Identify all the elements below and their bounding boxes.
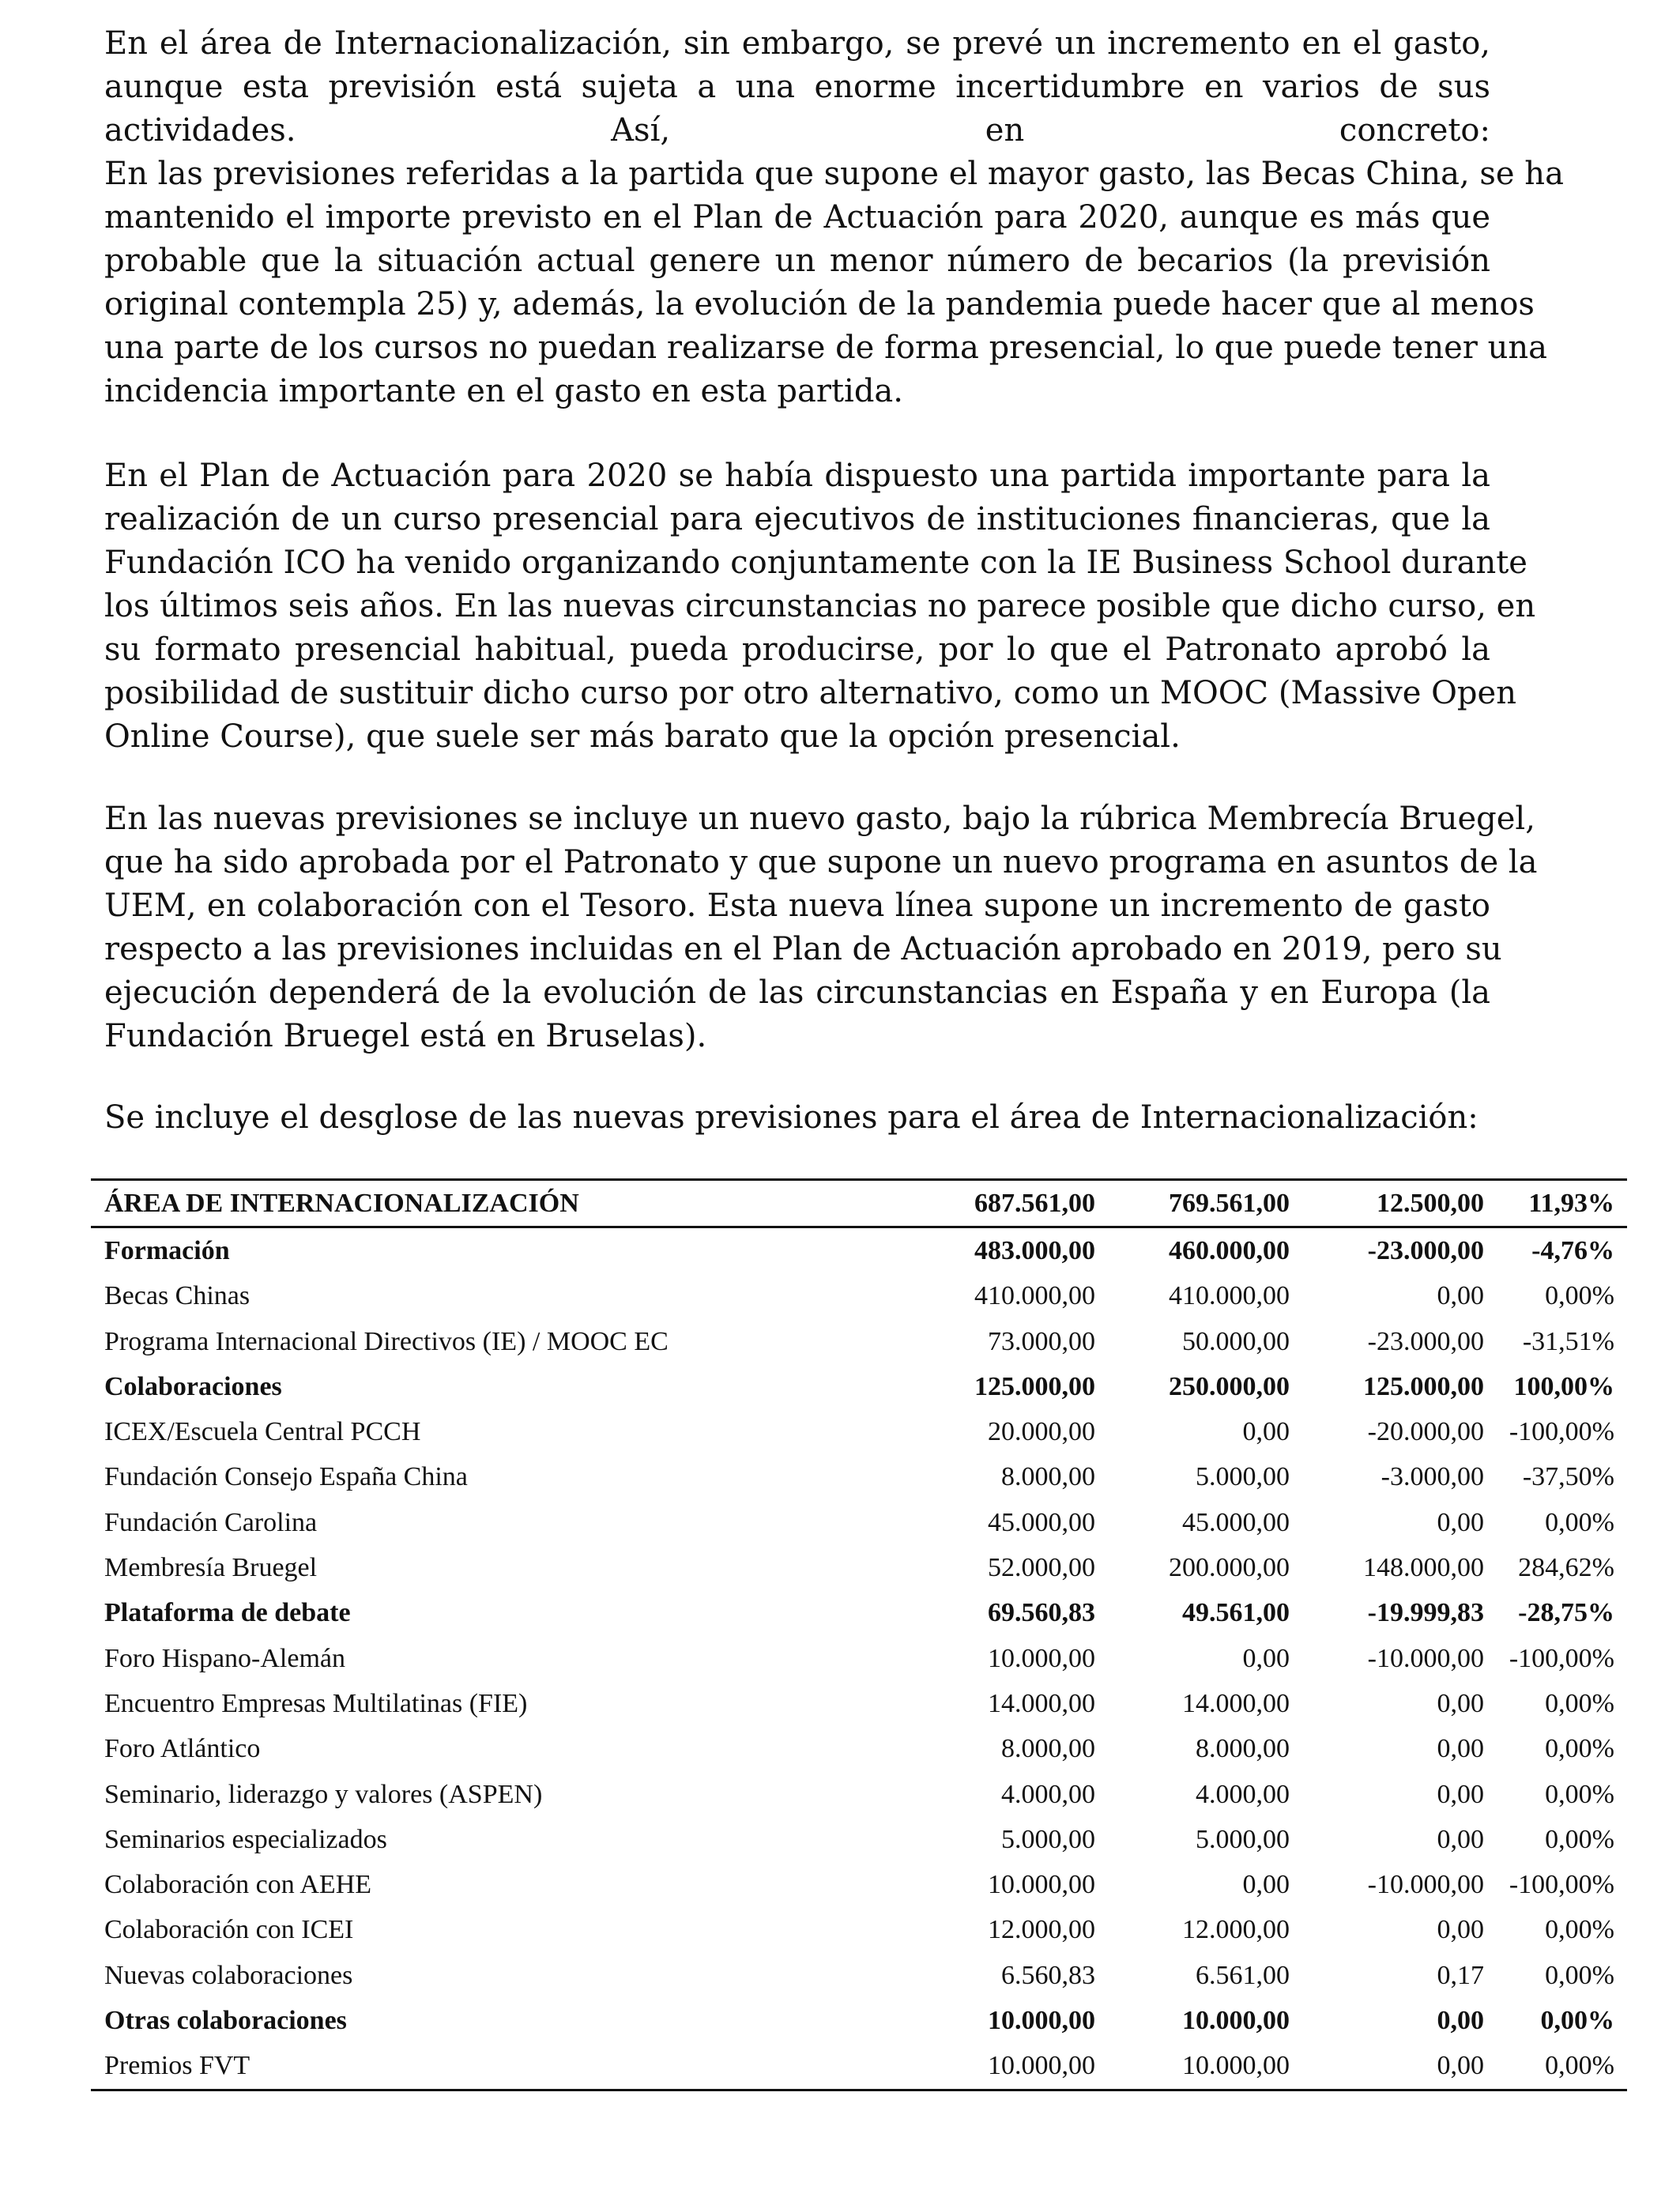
table-cell-value: 10.000,00 (1095, 2044, 1290, 2090)
table-cell-value: 0,00 (1437, 2005, 1484, 2035)
table-cell-value: 52.000,00 (988, 1553, 1095, 1583)
table-cell-value: 0,00 (1437, 1734, 1484, 1764)
table-cell-label: ÁREA DE INTERNACIONALIZACIÓN (91, 1180, 841, 1227)
table-cell-value: 45.000,00 (1182, 1507, 1290, 1537)
table-cell-value: 0,00 (1242, 1643, 1290, 1673)
table-cell-value: 483.000,00 (974, 1235, 1095, 1265)
table-cell-value: 0,00 (1242, 1870, 1290, 1900)
table-row (91, 1636, 1627, 1681)
table-row (91, 1409, 1627, 1454)
table-cell-label: Nuevas colaboraciones (104, 1960, 353, 1990)
table-cell-value: -37,50% (1522, 1462, 1614, 1492)
table-row (91, 1681, 1627, 1726)
table-row (91, 2044, 1627, 2090)
table-row (91, 1998, 1627, 2043)
table-cell-value: 687.561,00 (841, 1180, 1095, 1227)
table-cell-value: 73.000,00 (988, 1326, 1095, 1356)
table-cell-label: Foro Atlántico (104, 1734, 261, 1764)
paragraph-curso-presencial (104, 454, 1536, 759)
paragraph-line: posibilidad de sustituir dicho curso por otro alternativo, como un MOOC (Massive Open (104, 675, 1516, 711)
table-cell-value: 0,00% (1545, 1507, 1614, 1537)
table-row (91, 1772, 1627, 1817)
table-cell-value: 0,00 (1437, 1281, 1484, 1311)
table-row (91, 1227, 1627, 1274)
paragraph-membrecia-bruegel (104, 797, 1538, 1058)
table-header-row (91, 1180, 1627, 1227)
table-row (91, 1591, 1627, 1636)
table-cell-value: 8.000,00 (1001, 1462, 1095, 1492)
paragraph-line: Se incluye el desglose de las nuevas previsiones para el área de Internacionalización: (104, 1099, 1478, 1136)
table-cell-value: 4.000,00 (1001, 1779, 1095, 1809)
paragraph-line: ejecución dependerá de la evolución de las circunstancias en España y en Europa (la (104, 974, 1490, 1011)
table-cell-value: 125.000,00 (1363, 1371, 1484, 1401)
table-cell-value: 0,00 (1437, 1779, 1484, 1809)
table-cell-value: 0,00% (1545, 1281, 1614, 1311)
table-cell-label: Membresía Bruegel (104, 1553, 318, 1583)
table-cell-value: 12.000,00 (1182, 1915, 1290, 1945)
table-cell-label: Colaboraciones (104, 1371, 282, 1401)
table-cell-value: 11,93% (1484, 1180, 1627, 1227)
paragraph-desglose-intro (104, 1096, 1490, 1140)
table-cell-value: -28,75% (1518, 1598, 1614, 1628)
table-cell-value: 460.000,00 (1169, 1235, 1290, 1265)
table-row (91, 1455, 1627, 1500)
paragraph-line: En el Plan de Actuación para 2020 se había dispuesto una partida importante para la (104, 458, 1490, 494)
table-cell-value: 250.000,00 (1169, 1371, 1290, 1401)
table-cell-value: -23.000,00 (1367, 1326, 1484, 1356)
paragraph-line: actividades. Así, en concreto: (104, 112, 1490, 149)
paragraph-line: realización de un curso presencial para ejecutivos de instituciones financieras, que la (104, 501, 1490, 537)
paragraph-line: respecto a las previsiones incluidas en el Plan de Actuación aprobado en 2019, pero su (104, 931, 1502, 967)
paragraph-line: Fundación Bruegel está en Bruselas). (104, 1018, 707, 1054)
table-cell-value: -10.000,00 (1367, 1643, 1484, 1673)
table-cell-value: 8.000,00 (1196, 1734, 1290, 1764)
table-cell-value: 0,00% (1545, 1688, 1614, 1718)
table-cell-value: 0,00% (1540, 2005, 1614, 2035)
table-cell-value: 69.560,83 (988, 1598, 1095, 1628)
table-cell-value: 0,00% (1545, 1824, 1614, 1854)
table-cell-label: Seminario, liderazgo y valores (ASPEN) (104, 1779, 543, 1809)
table-cell-value: 0,00% (1484, 2044, 1627, 2090)
table-cell-value: 0,00 (1437, 1824, 1484, 1854)
table-cell-value: 0,00 (1437, 1507, 1484, 1537)
table-cell-value: 6.560,83 (1001, 1960, 1095, 1990)
table-cell-value: 0,00 (1437, 1915, 1484, 1945)
table-row (91, 1862, 1627, 1907)
table-cell-value: 0,00% (1545, 1915, 1614, 1945)
table-cell-value: 100,00% (1513, 1371, 1614, 1401)
table-cell-value: -23.000,00 (1367, 1235, 1484, 1265)
table-cell-value: 148.000,00 (1363, 1553, 1484, 1583)
table-row (91, 1364, 1627, 1409)
table-cell-value: 125.000,00 (974, 1371, 1095, 1401)
table-cell-value: -19.999,83 (1367, 1598, 1484, 1628)
table-cell-label: Programa Internacional Directivos (IE) / MOOC EC (104, 1326, 669, 1356)
table-cell-value: -20.000,00 (1367, 1417, 1484, 1447)
table-cell-value: -4,76% (1531, 1235, 1614, 1265)
paragraph-line: probable que la situación actual genere un menor número de becarios (la previsión (104, 243, 1490, 279)
table-row (91, 1274, 1627, 1319)
paragraph-line: los últimos seis años. En las nuevas circunstancias no parece posible que dicho curso, en (104, 588, 1536, 624)
table-cell-value: 49.561,00 (1182, 1598, 1290, 1628)
paragraph-line: En las previsiones referidas a la partida que supone el mayor gasto, las Becas China, se ha (104, 156, 1564, 192)
paragraph-line: En el área de Internacionalización, sin embargo, se prevé un incremento en el gasto, (104, 25, 1490, 62)
paragraph-line: En las nuevas previsiones se incluye un nuevo gasto, bajo la rúbrica Membrecía Bruegel, (104, 801, 1535, 837)
table-cell-value: 0,00% (1545, 1779, 1614, 1809)
table-cell-label: Foro Hispano-Alemán (104, 1643, 346, 1673)
table-cell-value: 10.000,00 (841, 2044, 1095, 2090)
table-cell-value: 45.000,00 (988, 1507, 1095, 1537)
budget-table (91, 1178, 1627, 2091)
paragraph-line: una parte de los cursos no puedan realizarse de forma presencial, lo que puede tener una (104, 330, 1547, 366)
table-cell-label: Becas Chinas (104, 1281, 250, 1311)
table-cell-value: 8.000,00 (1001, 1734, 1095, 1764)
table-cell-value: -10.000,00 (1367, 1870, 1484, 1900)
table-cell-label: Fundación Consejo España China (104, 1462, 468, 1492)
table-cell-value: 0,00 (1290, 2044, 1484, 2090)
table-cell-value: 10.000,00 (1182, 2005, 1290, 2035)
table-cell-value: 0,00 (1242, 1417, 1290, 1447)
table-row (91, 1953, 1627, 1998)
table-cell-value: 0,00% (1545, 1960, 1614, 1990)
table-cell-value: -100,00% (1509, 1643, 1614, 1673)
table-cell-value: 50.000,00 (1182, 1326, 1290, 1356)
table-row (91, 1319, 1627, 1364)
table-cell-label: Fundación Carolina (104, 1507, 318, 1537)
table-cell-value: 5.000,00 (1196, 1824, 1290, 1854)
table-cell-value: 6.561,00 (1196, 1960, 1290, 1990)
table-cell-value: 20.000,00 (988, 1417, 1095, 1447)
table-cell-value: 200.000,00 (1169, 1553, 1290, 1583)
table-row (91, 1727, 1627, 1772)
table-cell-value: 0,00 (1437, 1688, 1484, 1718)
paragraph-line: Fundación ICO ha venido organizando conjuntamente con la IE Business School durante (104, 545, 1527, 581)
table-cell-value: 12.000,00 (988, 1915, 1095, 1945)
table-cell-label: Encuentro Empresas Multilatinas (FIE) (104, 1688, 528, 1718)
table-cell-value: 4.000,00 (1196, 1779, 1290, 1809)
paragraph-line: Online Course), que suele ser más barato que la opción presencial. (104, 718, 1181, 755)
paragraph-line: mantenido el importe previsto en el Plan de Actuación para 2020, aunque es más que (104, 199, 1490, 236)
table-cell-value: -31,51% (1522, 1326, 1614, 1356)
table-row (91, 1817, 1627, 1862)
table-cell-value: 10.000,00 (988, 1643, 1095, 1673)
paragraph-line: original contempla 25) y, además, la evolución de la pandemia puede hacer que al menos (104, 286, 1535, 322)
table-cell-value: 0,00% (1545, 1734, 1614, 1764)
table-cell-label: Formación (104, 1235, 230, 1265)
table-cell-value: 5.000,00 (1001, 1824, 1095, 1854)
table-cell-label: Colaboración con ICEI (104, 1915, 354, 1945)
table-cell-value: 10.000,00 (988, 1870, 1095, 1900)
table-row (91, 1545, 1627, 1590)
table-cell-value: 12.500,00 (1290, 1180, 1484, 1227)
table-cell-value: 410.000,00 (974, 1281, 1095, 1311)
table-cell-label: ICEX/Escuela Central PCCH (104, 1417, 421, 1447)
table-cell-value: 0,17 (1437, 1960, 1484, 1990)
table-cell-value: 10.000,00 (988, 2005, 1095, 2035)
table-cell-value: 14.000,00 (988, 1688, 1095, 1718)
table-cell-value: -3.000,00 (1381, 1462, 1484, 1492)
table-cell-label: Premios FVT (91, 2044, 841, 2090)
paragraph-line: que ha sido aprobada por el Patronato y que supone un nuevo programa en asuntos de la (104, 844, 1538, 880)
table-cell-label: Seminarios especializados (104, 1824, 387, 1854)
table-cell-value: -100,00% (1509, 1870, 1614, 1900)
table-cell-label: Plataforma de debate (104, 1598, 351, 1628)
paragraph-line: UEM, en colaboración con el Tesoro. Esta nueva línea supone un incremento de gasto (104, 888, 1490, 924)
paragraph-line: incidencia importante en el gasto en esta partida. (104, 373, 903, 409)
paragraph-becas-china (104, 22, 1564, 413)
table-cell-value: 14.000,00 (1182, 1688, 1290, 1718)
table-row (91, 1500, 1627, 1545)
table-cell-value: 410.000,00 (1169, 1281, 1290, 1311)
table-cell-value: 769.561,00 (1095, 1180, 1290, 1227)
paragraph-line: su formato presencial habitual, pueda producirse, por lo que el Patronato aprobó la (104, 631, 1490, 668)
budget-table-body (91, 1180, 1627, 2090)
table-cell-value: -100,00% (1509, 1417, 1614, 1447)
table-cell-value: 284,62% (1518, 1553, 1614, 1583)
table-cell-label: Colaboración con AEHE (104, 1870, 372, 1900)
paragraph-line: aunque esta previsión está sujeta a una enorme incertidumbre en varios de sus (104, 69, 1490, 105)
table-cell-label: Otras colaboraciones (104, 2005, 347, 2035)
table-cell-value: 5.000,00 (1196, 1462, 1290, 1492)
table-row (91, 1908, 1627, 1953)
